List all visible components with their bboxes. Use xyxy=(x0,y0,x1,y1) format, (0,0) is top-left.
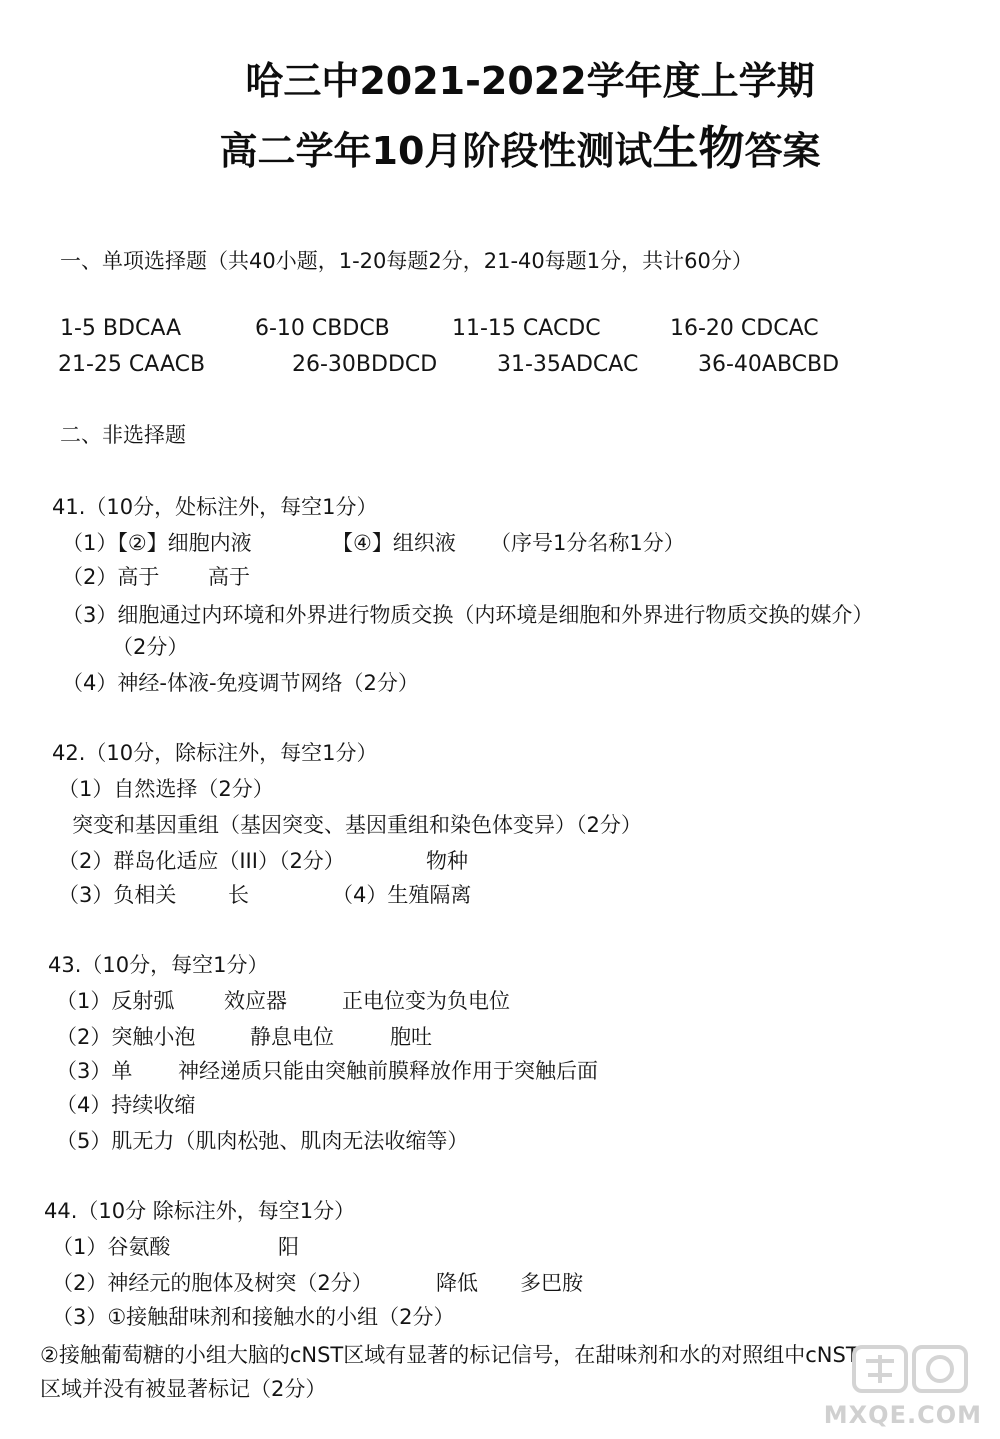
q42-answer-2b: 物种 xyxy=(426,849,468,873)
page-subtitle xyxy=(0,112,1000,178)
section1-heading: 一、单项选择题（共40小题，1-20每题2分，21-40每题1分，共计60分） xyxy=(60,249,753,273)
q43-answer-1c: 正电位变为负电位 xyxy=(342,989,510,1013)
q44-answer-3: （3）①接触甜味剂和接触水的小组（2分） xyxy=(52,1305,455,1329)
q44-answer-3-part2: ②接触葡萄糖的小组大脑的cNST区域有显著的标记信号，在甜味剂和水的对照组中cNST xyxy=(40,1343,859,1367)
q41-answer-1-note: （序号1分名称1分） xyxy=(490,531,685,555)
q41-answer-4: （4）神经-体液-免疫调节网络（2分） xyxy=(62,671,419,695)
q42-answer-1b: 突变和基因重组（基因突变、基因重组和染色体变异）（2分） xyxy=(72,813,642,837)
subtitle-subject: 生物 xyxy=(652,121,745,175)
site-watermark xyxy=(782,1343,982,1433)
q42-answer-2a: （2）群岛化适应（III）（2分） xyxy=(58,849,345,873)
mc-answer-36-40: 36-40ABCBD xyxy=(698,352,840,377)
mc-answer-31-35: 31-35ADCAC xyxy=(497,352,639,377)
watermark-logo-icon xyxy=(852,1343,972,1395)
q43-answer-1b: 效应器 xyxy=(224,989,287,1013)
q43-answer-2c: 胞吐 xyxy=(390,1025,432,1049)
watermark-text: MXQE.COM xyxy=(823,1401,982,1429)
q43-answer-1a: （1）反射弧 xyxy=(56,989,175,1013)
mc-answer-6-10: 6-10 CBDCB xyxy=(255,316,390,341)
q41-answer-2a: （2）高于 xyxy=(62,565,160,589)
subtitle-part-a: 高二学年10月阶段性测试 xyxy=(219,129,653,173)
q42-answer-1: （1）自然选择（2分） xyxy=(58,777,274,801)
q41-heading: 41.（10分，处标注外，每空1分） xyxy=(52,495,378,519)
q43-answer-2b: 静息电位 xyxy=(250,1025,334,1049)
q41-answer-3-score: （2分） xyxy=(112,635,189,659)
q44-heading: 44.（10分 除标注外，每空1分） xyxy=(44,1199,356,1223)
q42-answer-3a: （3）负相关 xyxy=(58,883,177,907)
q44-answer-2b: 降低 xyxy=(436,1271,478,1295)
q43-answer-3a: （3）单 xyxy=(56,1059,133,1083)
q42-heading: 42.（10分，除标注外，每空1分） xyxy=(52,741,378,765)
subtitle-part-b: 答案 xyxy=(744,129,821,173)
mc-answer-1-5: 1-5 BDCAA xyxy=(60,316,182,341)
q41-answer-3: （3）细胞通过内环境和外界进行物质交换（内环境是细胞和外界进行物质交换的媒介） xyxy=(62,603,874,627)
q43-answer-4: （4）持续收缩 xyxy=(56,1093,196,1117)
q42-answer-3b: 长 xyxy=(228,883,249,907)
q44-answer-1b: 阳 xyxy=(278,1235,299,1259)
q44-answer-3-part2-cont: 区域并没有被显著标记（2分） xyxy=(40,1377,327,1401)
q41-answer-1a: （1）【②】细胞内液 xyxy=(62,531,252,555)
section2-heading: 二、非选择题 xyxy=(60,423,186,447)
q43-answer-3b: 神经递质只能由突触前膜释放作用于突触后面 xyxy=(178,1059,598,1083)
q43-answer-5: （5）肌无力（肌肉松弛、肌肉无法收缩等） xyxy=(56,1129,469,1153)
q42-answer-4: （4）生殖隔离 xyxy=(332,883,472,907)
mc-answer-26-30: 26-30BDDCD xyxy=(292,352,438,377)
page-title: 哈三中2021-2022学年度上学期 xyxy=(245,59,815,103)
mc-answer-11-15: 11-15 CACDC xyxy=(452,316,601,341)
q41-answer-2b: 高于 xyxy=(208,565,250,589)
q43-answer-2a: （2）突触小泡 xyxy=(56,1025,196,1049)
q41-answer-1b: 【④】组织液 xyxy=(332,531,456,555)
mc-answer-16-20: 16-20 CDCAC xyxy=(670,316,819,341)
q43-heading: 43.（10分，每空1分） xyxy=(48,953,269,977)
q44-answer-2c: 多巴胺 xyxy=(520,1271,583,1295)
mc-answer-21-25: 21-25 CAACB xyxy=(58,352,206,377)
q44-answer-1a: （1）谷氨酸 xyxy=(52,1235,171,1259)
q44-answer-2a: （2）神经元的胞体及树突（2分） xyxy=(52,1271,373,1295)
